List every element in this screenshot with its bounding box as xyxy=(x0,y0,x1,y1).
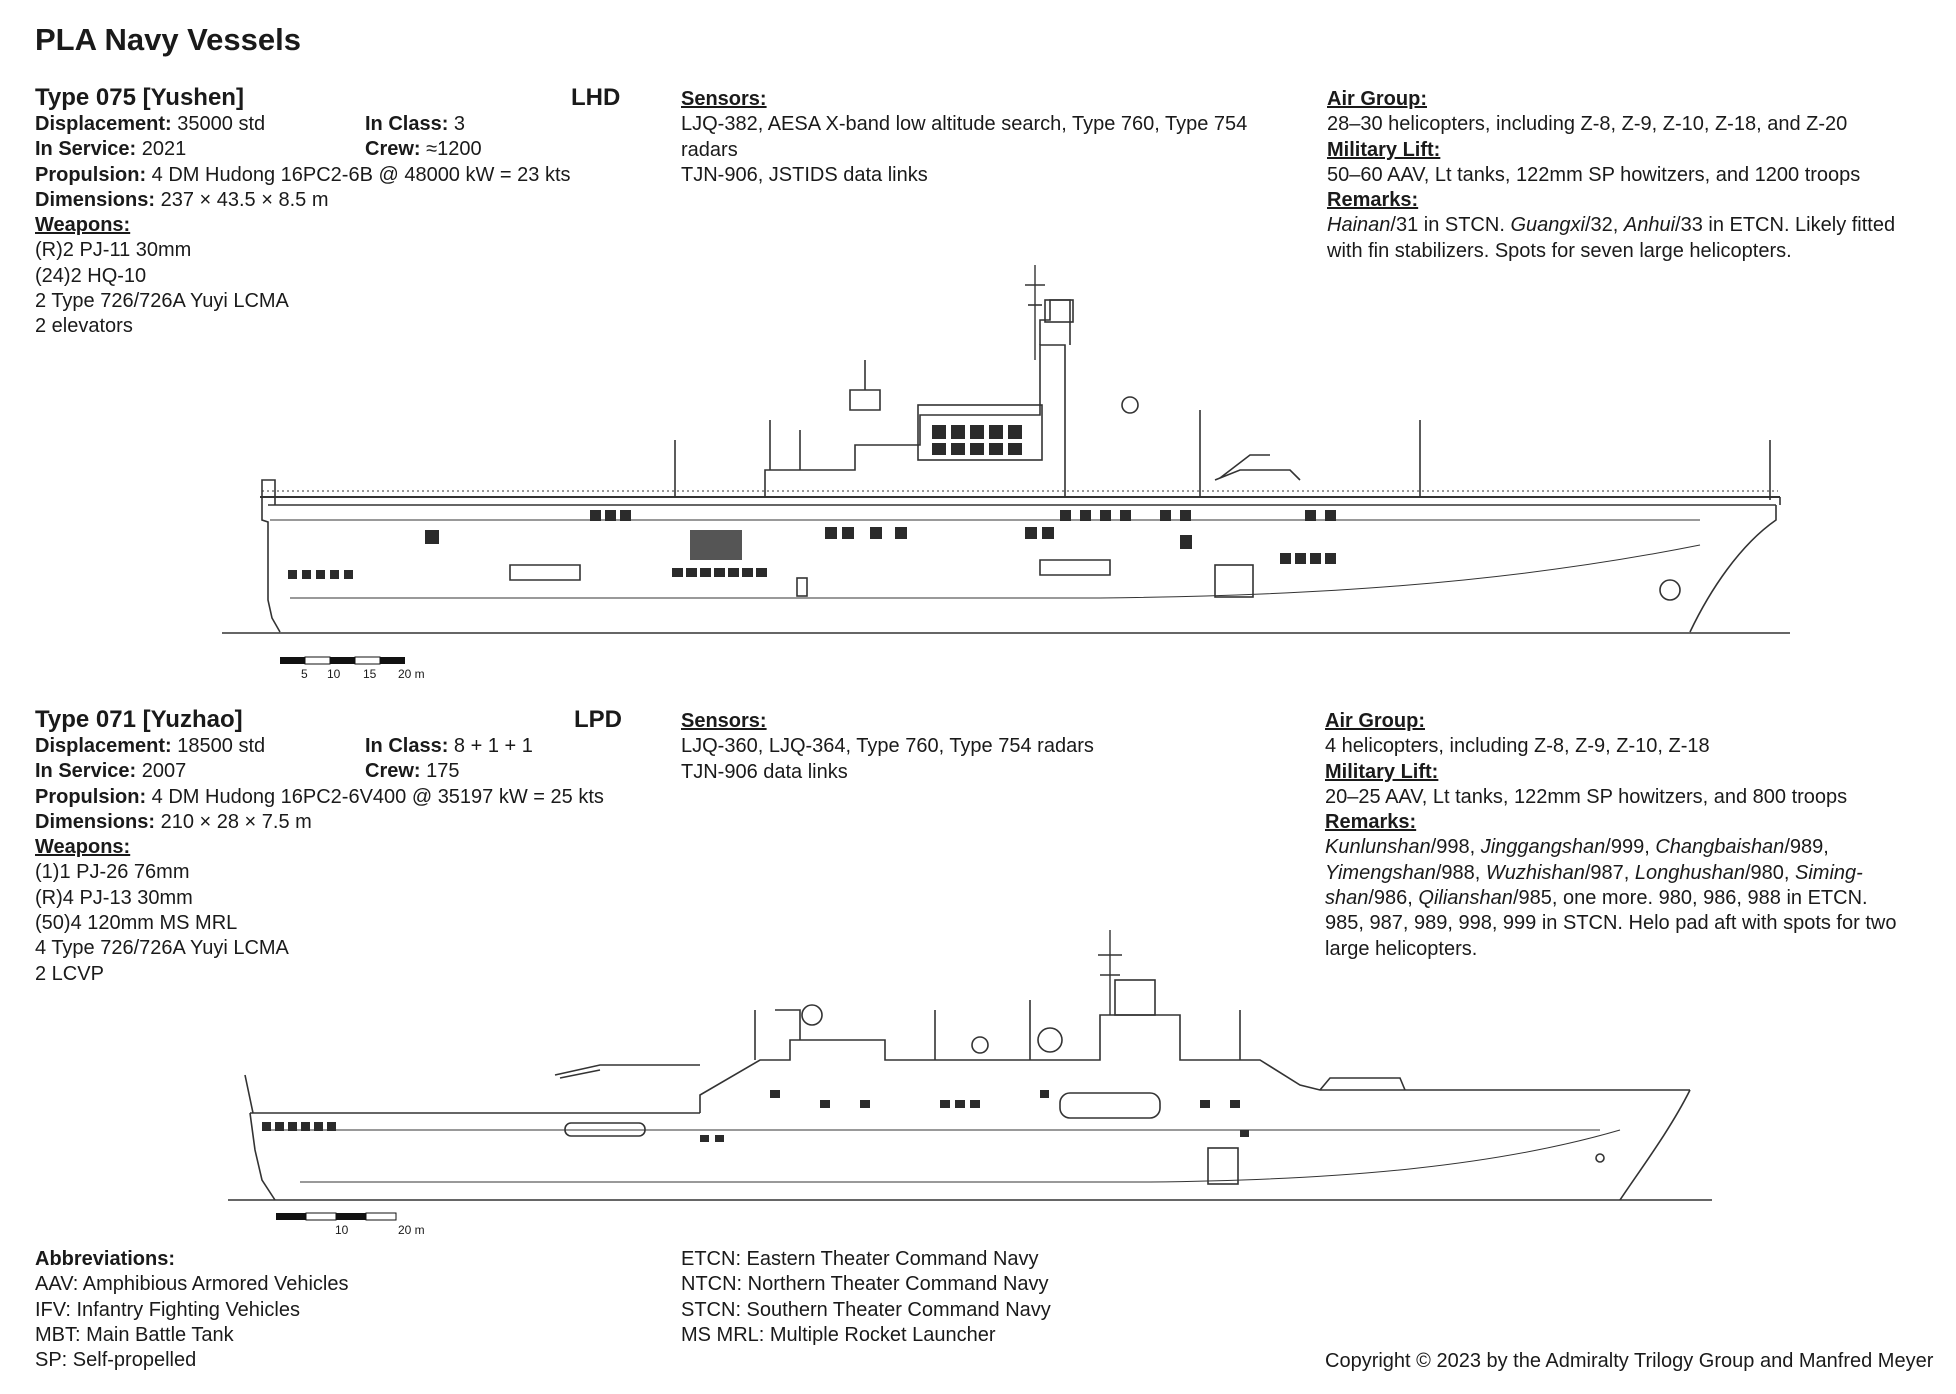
page-title: PLA Navy Vessels xyxy=(35,22,301,57)
abbreviation-item: AAV: Amphibious Armored Vehicles xyxy=(35,1273,349,1296)
dimensions-label: Dimensions: xyxy=(35,810,156,833)
abbreviation-item: ETCN: Eastern Theater Command Navy xyxy=(681,1248,1039,1270)
air-group-value: 28–30 helicopters, including Z-8, Z-9, Z-10, Z-18, and Z-20 xyxy=(1327,113,1848,136)
scale-label: 10 xyxy=(335,1223,349,1237)
weapon-item: 2 LCVP xyxy=(35,962,104,985)
remarks-line: Yimengshan/988, Wuzhishan/987, Longhushan/980, Siming- xyxy=(1325,861,1863,884)
displacement-value: 18500 std xyxy=(177,735,266,757)
crew-label: Crew: xyxy=(365,760,421,783)
abbreviation-item: SP: Self-propelled xyxy=(35,1349,197,1372)
copyright-text: Copyright © 2023 by the Admiralty Trilogy Group and Manfred Meyer xyxy=(1325,1350,1934,1372)
weapon-item: (R)2 PJ-11 30mm xyxy=(35,239,192,262)
air-group-label: Air Group: xyxy=(1325,710,1425,732)
dimensions-label: Dimensions: xyxy=(35,188,156,211)
scale-label: 15 xyxy=(363,667,377,681)
ship-1-type: LHD xyxy=(571,84,621,111)
weapon-item: 4 Type 726/726A Yuyi LCMA xyxy=(35,937,289,960)
remarks-line: 985, 987, 989, 998, 999 in STCN. Helo pad aft with spots for two xyxy=(1325,912,1897,935)
scale-label: 10 xyxy=(327,667,341,681)
weapons-label: Weapons: xyxy=(35,836,131,859)
ship-1-name: Type 075 [Yushen] xyxy=(35,84,244,111)
sensor-line: TJN-906 data links xyxy=(681,760,848,783)
weapon-item: 2 Type 726/726A Yuyi LCMA xyxy=(35,290,289,313)
crew-value: 175 xyxy=(426,760,460,783)
abbreviation-item: MBT: Main Battle Tank xyxy=(35,1323,234,1346)
military-lift-value: 50–60 AAV, Lt tanks, 122mm SP howitzers, and 1200 troops xyxy=(1327,163,1861,186)
displacement-value: 35000 std xyxy=(177,113,266,135)
scale-label: 20 m xyxy=(398,1223,425,1237)
crew-label: Crew: xyxy=(365,138,421,161)
ship-2-type: LPD xyxy=(574,706,622,733)
military-lift-value: 20–25 AAV, Lt tanks, 122mm SP howitzers, and 800 troops xyxy=(1325,785,1848,808)
abbreviations-label: Abbreviations: xyxy=(35,1248,176,1270)
scale-label: 20 m xyxy=(398,667,425,681)
in-class-label: In Class: xyxy=(365,113,449,135)
weapon-item: 2 elevators xyxy=(35,315,133,338)
sensors-label: Sensors: xyxy=(681,710,767,732)
propulsion-label: Propulsion: xyxy=(35,163,147,186)
weapon-item: (24)2 HQ-10 xyxy=(35,264,147,287)
in-class-label: In Class: xyxy=(365,735,449,757)
crew-value: ≈1200 xyxy=(426,138,482,161)
air-group-label: Air Group: xyxy=(1327,88,1427,110)
in-service-label: In Service: xyxy=(35,760,137,783)
abbreviation-item: STCN: Southern Theater Command Navy xyxy=(681,1298,1051,1321)
sensors-label: Sensors: xyxy=(681,88,767,110)
dimensions-value: 237 × 43.5 × 8.5 m xyxy=(160,188,329,211)
sensor-line: LJQ-382, AESA X-band low altitude search, Type 760, Type 754 xyxy=(681,113,1248,136)
displacement-label: Displacement: xyxy=(35,735,172,757)
abbreviation-item: NTCN: Northern Theater Command Navy xyxy=(681,1273,1049,1296)
abbreviations-left xyxy=(35,1247,635,1373)
in-service-value: 2007 xyxy=(141,760,187,783)
in-class-value: 3 xyxy=(453,113,466,135)
weapons-label: Weapons: xyxy=(35,214,131,237)
in-service-label: In Service: xyxy=(35,138,137,161)
propulsion-value: 4 DM Hudong 16PC2-6B @ 48000 kW = 23 kts xyxy=(151,163,571,186)
abbreviation-item: MS MRL: Multiple Rocket Launcher xyxy=(681,1323,996,1346)
dimensions-value: 210 × 28 × 7.5 m xyxy=(160,810,312,833)
sensor-line: TJN-906, JSTIDS data links xyxy=(681,163,928,186)
air-group-value: 4 helicopters, including Z-8, Z-9, Z-10, Z-18 xyxy=(1325,735,1710,758)
remarks-line: with fin stabilizers. Spots for seven large helicopters. xyxy=(1327,239,1792,262)
abbreviations-right xyxy=(681,1247,1281,1348)
weapon-item: (R)4 PJ-13 30mm xyxy=(35,886,193,909)
in-service-value: 2021 xyxy=(141,138,187,161)
remarks-line: shan/986, Qilianshan/985, one more. 980, 986, 988 in ETCN. xyxy=(1325,887,1868,910)
weapon-item: (50)4 120mm MS MRL xyxy=(35,912,238,935)
remarks-line: Hainan/31 in STCN. Guangxi/32, Anhui/33 in ETCN. Likely fitted xyxy=(1327,214,1896,237)
military-lift-label: Military Lift: xyxy=(1327,138,1441,161)
displacement-label: Displacement: xyxy=(35,113,172,135)
ship-2-name: Type 071 [Yuzhao] xyxy=(35,706,243,733)
abbreviation-item: IFV: Infantry Fighting Vehicles xyxy=(35,1298,300,1321)
weapon-item: (1)1 PJ-26 76mm xyxy=(35,861,190,884)
scale-label: 5 xyxy=(301,667,308,681)
propulsion-value: 4 DM Hudong 16PC2-6V400 @ 35197 kW = 25 kts xyxy=(151,785,604,808)
remarks-line: large helicopters. xyxy=(1325,937,1478,960)
sensor-line: radars xyxy=(681,138,738,161)
in-class-value: 8 + 1 + 1 xyxy=(453,735,533,757)
propulsion-label: Propulsion: xyxy=(35,785,147,808)
remarks-label: Remarks: xyxy=(1327,189,1419,212)
sensor-line: LJQ-360, LJQ-364, Type 760, Type 754 radars xyxy=(681,735,1094,758)
remarks-label: Remarks: xyxy=(1325,811,1417,834)
remarks-line: Kunlunshan/998, Jinggangshan/999, Changbaishan/989, xyxy=(1325,836,1829,859)
military-lift-label: Military Lift: xyxy=(1325,760,1439,783)
